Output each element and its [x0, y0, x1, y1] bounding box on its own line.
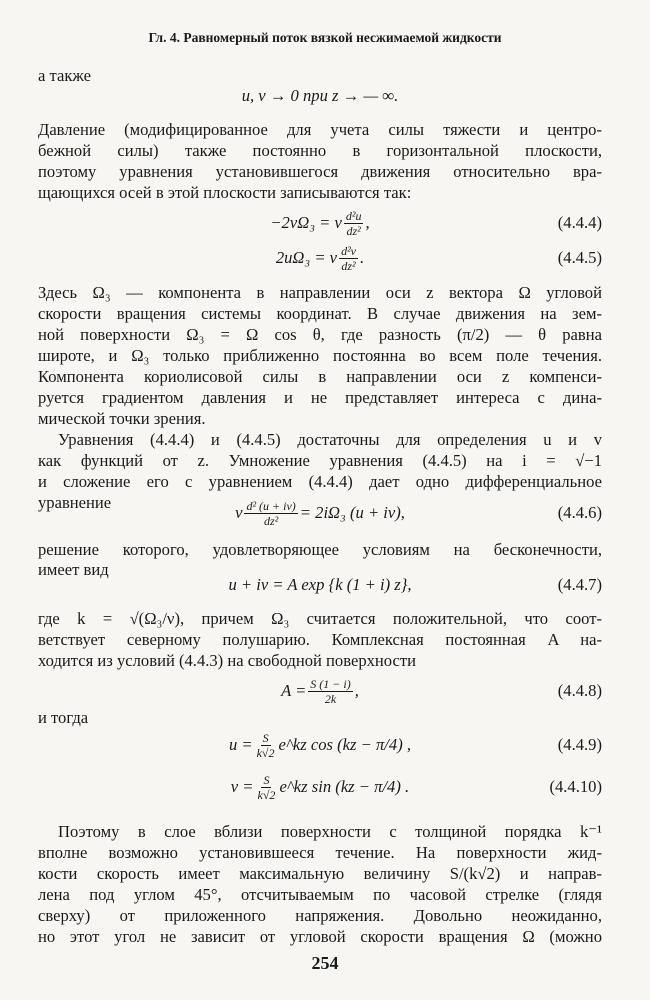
equation-lhs: 2uΩ₃ = ν — [275, 248, 338, 267]
equation-number: (4.4.10) — [549, 777, 602, 796]
equation-4-4-5 — [38, 241, 602, 275]
text-line: бежной силы) также постоянно в горизонтальной плоскости, — [38, 141, 602, 160]
running-head: Гл. 4. Равномерный поток вязкой несжимаемой жидкости — [148, 30, 502, 45]
fraction-numerator: d²u — [345, 208, 362, 223]
equation-lhs: −2vΩ₃ = ν — [270, 213, 342, 232]
equation-number: (4.4.9) — [557, 735, 602, 754]
text-line: мической точки зрения. — [38, 409, 206, 428]
fraction-denominator: k√2 — [256, 745, 275, 760]
text-line: широте, и Ω₃ только приближенно постоянна во всем поле течения. — [38, 346, 602, 365]
text-line: Здесь Ω₃ — компонента в направлении оси z вектора Ω угловой — [38, 283, 602, 302]
fraction — [344, 209, 364, 238]
fraction-denominator: dz² — [346, 223, 361, 238]
text-line: и тогда — [38, 708, 89, 727]
fraction-denominator: k√2 — [257, 787, 276, 802]
fraction-denominator: dz² — [263, 513, 279, 528]
text-line-indent: Уравнения (4.4.4) и (4.4.5) достаточны для определения u и v — [58, 430, 602, 449]
equation-4-4-10 — [38, 770, 602, 804]
text-line: сверху) от приложенного напряжения. Довольно неожиданно, — [38, 906, 602, 925]
equation-4-4-7 — [38, 568, 602, 602]
text-line-indent: Поэтому в слое вблизи поверхности с толщиной порядка k⁻¹ — [58, 822, 602, 841]
text-line: поэтому уравнения установившегося движения относительно вра- — [38, 162, 602, 181]
equation-number: (4.4.8) — [557, 681, 602, 700]
equation-4-4-4 — [38, 206, 602, 240]
text-line: как функций от z. Умножение уравнения (4.4.5) на i = √−1 — [38, 451, 602, 470]
equation-number: (4.4.7) — [557, 575, 602, 594]
fraction — [339, 244, 358, 273]
text-line: а также — [38, 66, 92, 85]
text-line: щающихся осей в этой плоскости записываются так: — [38, 183, 412, 202]
equation-rhs: e^kz sin (kz − π/4) . — [279, 777, 410, 796]
text-line: ходится из условий (4.4.3) на свободной поверхности — [38, 651, 417, 670]
fraction-numerator: S — [262, 730, 269, 745]
equation-4-4-6 — [38, 496, 602, 530]
text-line: скорости вращения системы координат. В случае движения на зем- — [38, 304, 602, 323]
equation-lhs: v = — [230, 777, 254, 796]
equation-body: u, v → 0 при z → — ∞. — [241, 86, 399, 105]
fraction-numerator: d² (u + iv) — [246, 498, 296, 513]
equation-lhs: ν — [235, 503, 243, 522]
fraction-denominator: dz² — [341, 258, 356, 273]
text-line: ветствует северному полушарию. Комплексная постоянная A на- — [38, 630, 602, 649]
text-line: где k = √(Ω₃/ν), причем Ω₃ считается положительной, что соот- — [38, 609, 602, 628]
text-line: лена под углом 45°, отсчитываемым по часовой стрелке (глядя — [38, 885, 602, 904]
equation-4-4-9 — [38, 728, 602, 762]
equation-number: (4.4.5) — [557, 248, 602, 267]
equation-lhs: u = — [228, 735, 253, 754]
text-line: имеет вид — [38, 560, 109, 579]
text-line: кости скорость имеет максимальную величину S/(k√2) и направ- — [38, 864, 602, 883]
text-line: уравнение — [38, 493, 112, 512]
text-line: ной поверхности Ω₃ = Ω cos θ, где разность (π/2) — θ равна — [38, 325, 602, 344]
equation-lhs: A = — [281, 681, 307, 700]
equation-rhs: e^kz cos (kz − π/4) , — [278, 735, 412, 754]
equation-boundary — [38, 79, 602, 113]
text-line: но этот угол не зависит от угловой скорости вращения Ω (можно — [38, 927, 602, 946]
fraction-numerator: d²v — [341, 243, 356, 258]
equation-rhs: = 2iΩ₃ (u + iv), — [299, 503, 405, 522]
equation-rhs: , — [354, 681, 359, 700]
text-line: и сложение его с уравнением (4.4.4) дает одно дифференциальное — [38, 472, 602, 491]
equation-body: u + iv = A exp {k (1 + i) z}, — [228, 575, 412, 594]
page-number: 254 — [311, 953, 339, 973]
fraction-numerator: S — [263, 772, 270, 787]
fraction — [255, 731, 277, 760]
text-line: Компонента кориолисовой силы в направлении оси z компенси- — [38, 367, 602, 386]
equation-4-4-8 — [38, 674, 602, 708]
equation-number: (4.4.6) — [557, 503, 602, 522]
fraction — [308, 677, 352, 706]
text-line: руется градиентом давления и не представляет интереса с дина- — [38, 388, 602, 407]
equation-rhs: . — [360, 248, 365, 267]
fraction-numerator: S (1 − i) — [310, 676, 351, 691]
fraction — [244, 499, 297, 528]
equation-rhs: , — [365, 213, 370, 232]
fraction — [256, 773, 278, 802]
equation-number: (4.4.4) — [557, 213, 602, 232]
text-line: Давление (модифицированное для учета силы тяжести и центро- — [38, 120, 602, 139]
fraction-denominator: 2k — [324, 691, 337, 706]
text-line: вполне возможно установившееся течение. На поверхности жид- — [38, 843, 602, 862]
text-line: решение которого, удовлетворяющее условиям на бесконечности, — [38, 540, 602, 559]
